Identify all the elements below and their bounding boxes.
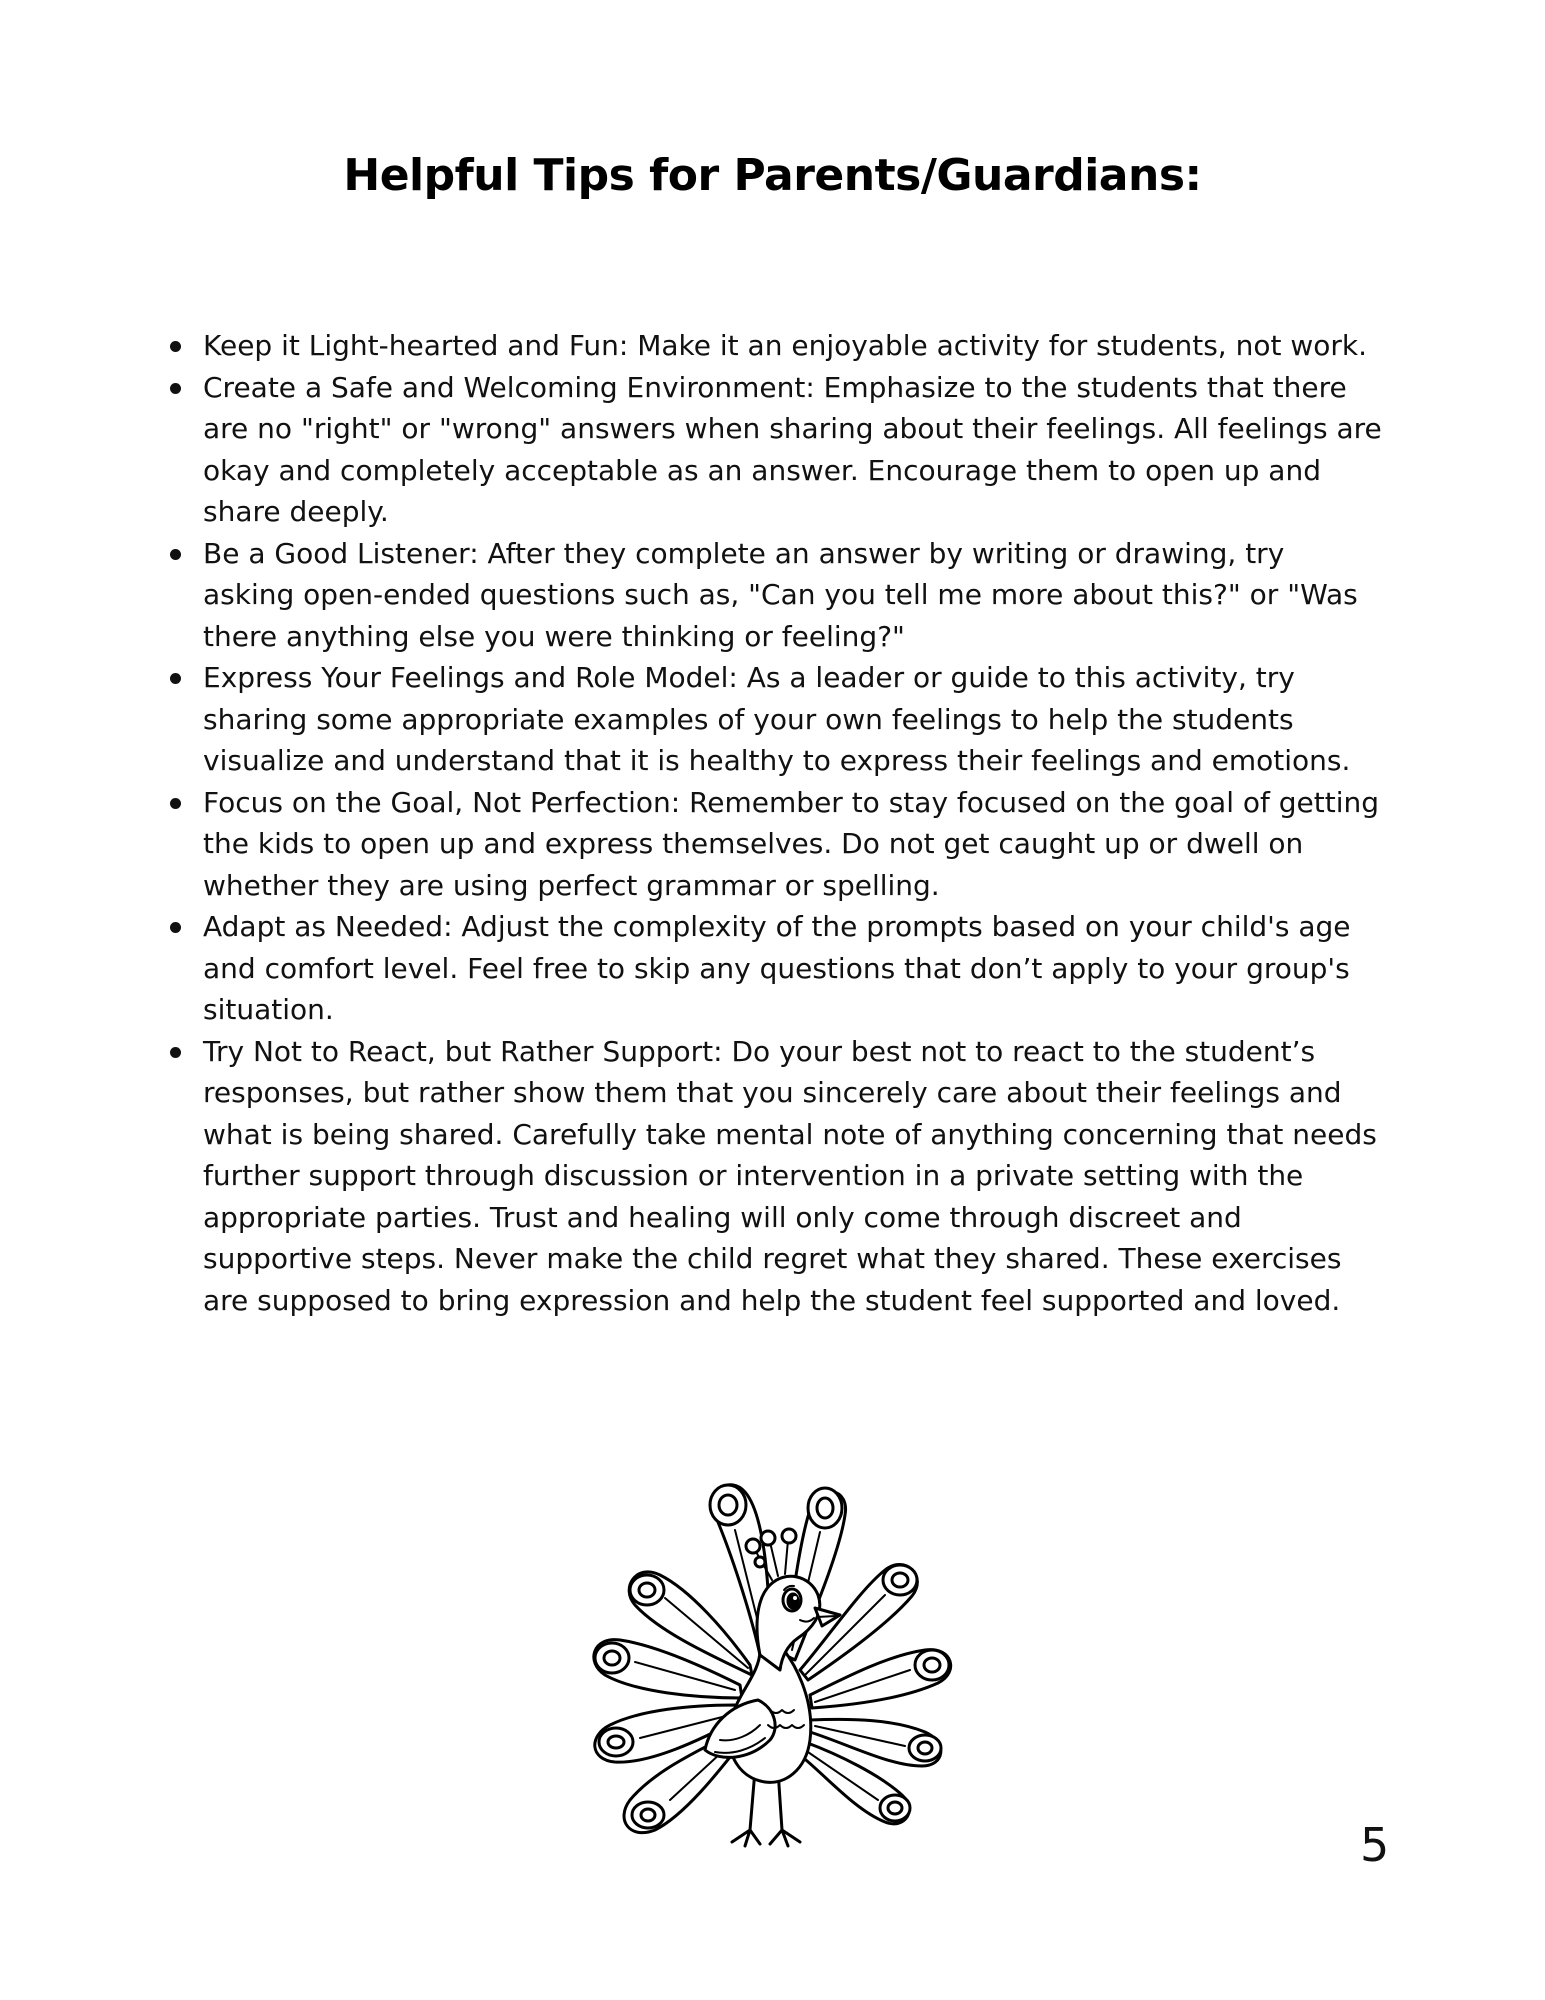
bullet-icon	[170, 673, 181, 684]
tip-item	[203, 367, 1383, 533]
tip-item	[203, 1031, 1383, 1322]
bullet-icon	[170, 1047, 181, 1058]
tips-list	[203, 325, 1383, 1321]
tip-text: Try Not to React, but Rather Support: Do your best not to react to the student’s responses, but rather show them that you sincerely care about their feelings and what is being shared. Carefully take mental note of anything concerning that needs further support through discussion or intervention in a private setting with the appropriate parties. Trust and healing will only come through discreet and supportive steps. Never make the child regret what they shared. These exercises are supposed to bring expression and help the student feel supported and loved.	[203, 1034, 1377, 1317]
bullet-icon	[170, 549, 181, 560]
tip-text: Be a Good Listener: After they complete an answer by writing or drawing, try asking open-ended questions such as, "Can you tell me more about this?" or "Was there anything else you were thinking or feeling?"	[203, 536, 1358, 653]
tip-text: Create a Safe and Welcoming Environment: Emphasize to the students that there are no "right" or "wrong" answers when sharing about their feelings. All feelings are okay and completely acceptable as an answer. Encourage them to open up and share deeply.	[203, 370, 1382, 528]
peacock-icon	[560, 1470, 980, 1860]
tip-text: Express Your Feelings and Role Model: As a leader or guide to this activity, try sharing some appropriate examples of your own feelings to help the students visualize and understand that it is healthy to express their feelings and emotions.	[203, 661, 1351, 777]
tip-item	[203, 533, 1383, 658]
bullet-icon	[170, 383, 181, 394]
tip-item	[203, 657, 1383, 782]
page-number: 5	[1360, 1818, 1390, 1872]
tip-item	[203, 782, 1383, 907]
tip-item	[203, 906, 1383, 1031]
tip-text: Focus on the Goal, Not Perfection: Remember to stay focused on the goal of getting the kids to open up and express themselves. Do not get caught up or dwell on whether they are using perfect grammar or spelling.	[203, 785, 1380, 902]
bullet-icon	[170, 341, 181, 352]
tip-text: Keep it Light-hearted and Fun: Make it an enjoyable activity for students, not work.	[203, 329, 1367, 362]
bullet-icon	[170, 798, 181, 809]
tip-text: Adapt as Needed: Adjust the complexity of the prompts based on your child's age and comfort level. Feel free to skip any questions that don’t apply to your group's situation.	[203, 910, 1351, 1026]
tip-item	[203, 325, 1383, 367]
page-title: Helpful Tips for Parents/Guardians:	[343, 150, 1202, 201]
bullet-icon	[170, 922, 181, 933]
